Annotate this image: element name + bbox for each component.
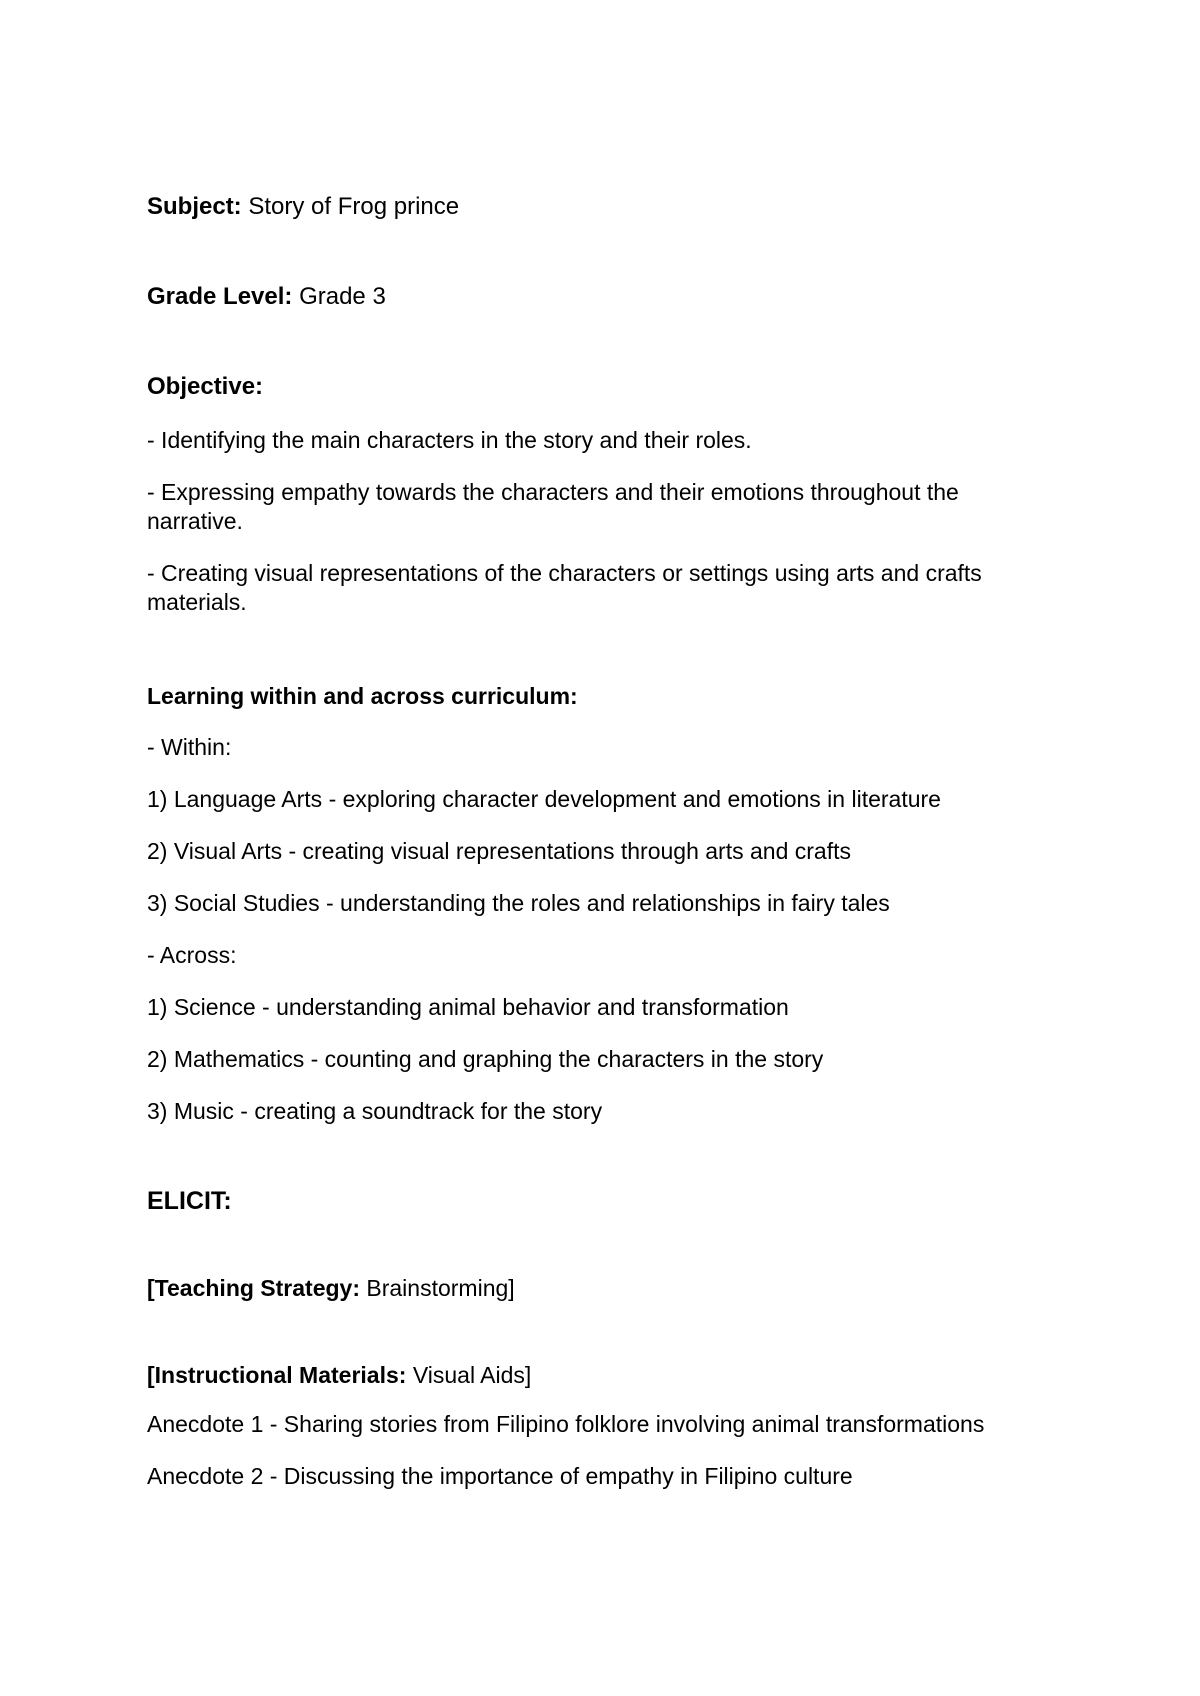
anecdote-list	[147, 1410, 1047, 1491]
learning-item: 1) Science - understanding animal behavior and transformation	[147, 994, 789, 1020]
instructional-materials-line	[147, 1361, 1047, 1390]
teaching-strategy-line	[147, 1274, 1047, 1303]
grade-level-value: Grade 3	[292, 283, 386, 310]
learning-list	[147, 733, 1047, 1126]
grade-level-line	[147, 282, 1047, 312]
elicit-heading: ELICIT:	[147, 1187, 232, 1215]
objective-item: - Identifying the main characters in the story and their roles.	[147, 427, 752, 453]
learning-item: 2) Mathematics - counting and graphing the characters in the story	[147, 1046, 824, 1072]
learning-item: - Across:	[147, 942, 237, 968]
learning-item: 2) Visual Arts - creating visual representations through arts and crafts	[147, 838, 851, 864]
objective-item: - Expressing empathy towards the characters and their emotions throughout the narrative.	[147, 479, 959, 534]
learning-item: 3) Music - creating a soundtrack for the story	[147, 1098, 603, 1124]
objective-heading: Objective:	[147, 373, 264, 400]
subject-value: Story of Frog prince	[241, 193, 460, 220]
document-body	[147, 192, 1047, 1491]
instructional-materials-label: [Instructional Materials:	[147, 1362, 407, 1388]
subject-line	[147, 192, 1047, 222]
learning-item: 1) Language Arts - exploring character development and emotions in literature	[147, 786, 941, 812]
learning-item: - Within:	[147, 734, 232, 760]
instructional-materials-value: Visual Aids]	[406, 1362, 532, 1388]
anecdote-item: Anecdote 2 - Discussing the importance of empathy in Filipino culture	[147, 1463, 853, 1489]
grade-level-label: Grade Level:	[147, 283, 293, 310]
anecdote-item: Anecdote 1 - Sharing stories from Filipino folklore involving animal transformations	[147, 1411, 985, 1437]
learning-heading: Learning within and across curriculum:	[147, 683, 578, 709]
objective-list	[147, 426, 1047, 617]
learning-item: 3) Social Studies - understanding the roles and relationships in fairy tales	[147, 890, 890, 916]
subject-label: Subject:	[147, 193, 242, 220]
teaching-strategy-value: Brainstorming]	[360, 1275, 515, 1301]
objective-item: - Creating visual representations of the characters or settings using arts and crafts materials.	[147, 560, 982, 615]
teaching-strategy-label: [Teaching Strategy:	[147, 1275, 360, 1301]
